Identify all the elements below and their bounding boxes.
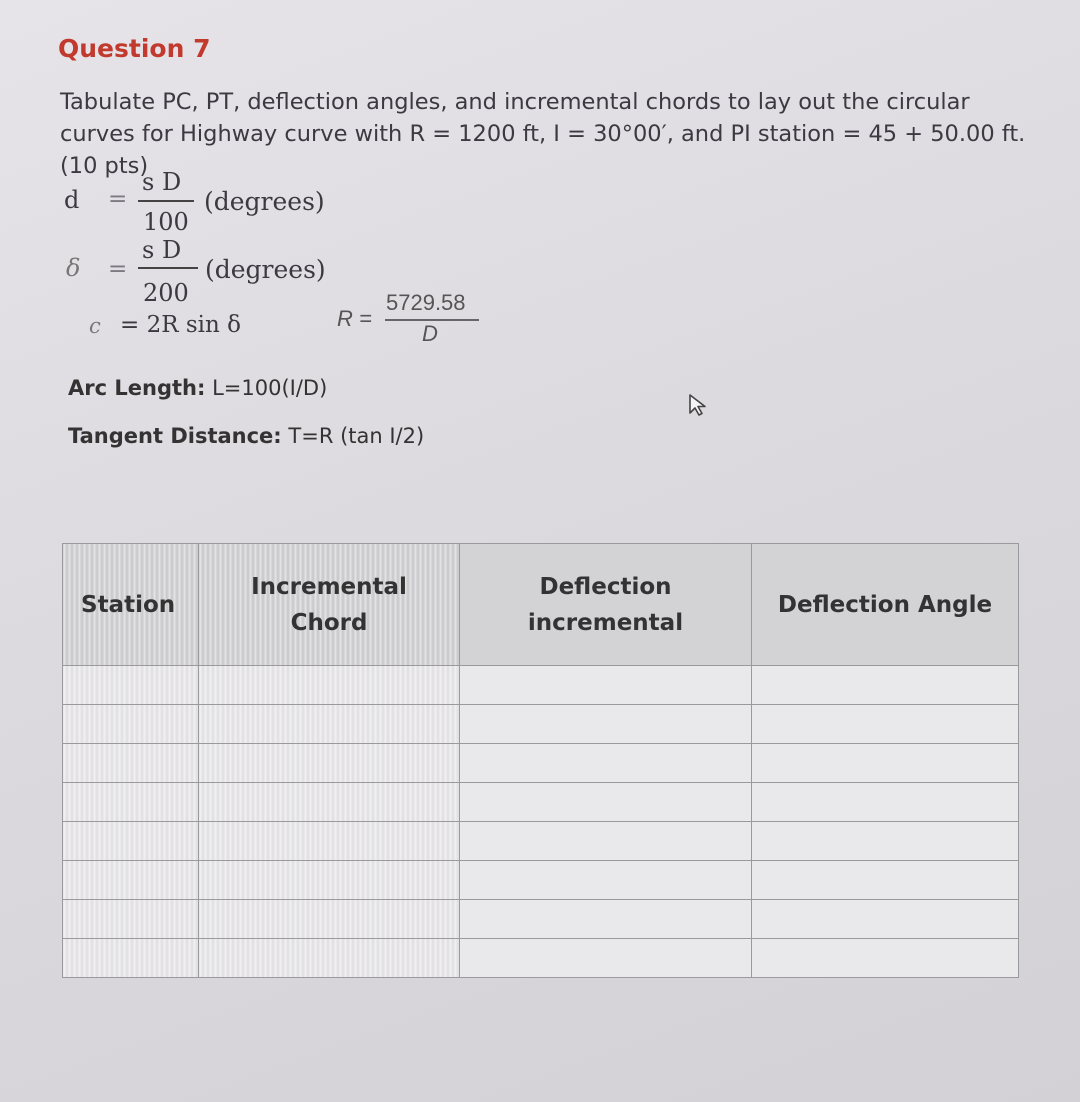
station-cell[interactable] [63, 861, 199, 900]
incremental-chord-cell[interactable] [199, 744, 460, 783]
formula-d-unit: (degrees) [204, 187, 325, 216]
header-deflection-incremental-line1: Deflection [539, 573, 672, 600]
deflection-angle-cell[interactable] [752, 705, 1019, 744]
tangent-distance-line [68, 424, 424, 448]
arc-length-label: Arc Length: [68, 376, 206, 400]
deflection-incremental-cell[interactable] [460, 861, 752, 900]
formula-c-var: c [89, 314, 101, 338]
station-cell[interactable] [63, 666, 199, 705]
deflection-angle-cell[interactable] [752, 744, 1019, 783]
header-incremental-chord-line2: Chord [290, 609, 368, 636]
formula-delta-numerator: s D [142, 236, 182, 264]
formula-delta-fraction-bar [138, 267, 198, 269]
tangent-distance-label: Tangent Distance: [68, 424, 282, 448]
table-header-row [63, 544, 1019, 666]
table-row [63, 900, 1019, 939]
header-deflection-incremental [460, 544, 752, 666]
tangent-distance-formula: T=R (tan I/2) [288, 424, 425, 448]
deflection-incremental-cell[interactable] [460, 783, 752, 822]
table-row [63, 783, 1019, 822]
formula-r-var: R = [337, 306, 372, 331]
station-cell[interactable] [63, 783, 199, 822]
table-row [63, 822, 1019, 861]
formula-d-numerator: s D [142, 168, 182, 196]
table-row [63, 939, 1019, 978]
deflection-angle-cell[interactable] [752, 783, 1019, 822]
table-row [63, 744, 1019, 783]
deflection-incremental-cell[interactable] [460, 822, 752, 861]
incremental-chord-cell[interactable] [199, 783, 460, 822]
question-title: Question 7 [58, 34, 211, 63]
formula-r-numerator: 5729.58 [386, 290, 466, 315]
formula-delta-denominator: 200 [143, 279, 189, 307]
table-row [63, 705, 1019, 744]
deflection-incremental-cell[interactable] [460, 939, 752, 978]
formula-delta-unit: (degrees) [205, 255, 326, 284]
formula-d-var: d [64, 186, 80, 214]
deflection-angle-cell[interactable] [752, 666, 1019, 705]
incremental-chord-cell[interactable] [199, 705, 460, 744]
header-deflection-incremental-line2: incremental [527, 609, 684, 636]
deflection-angle-cell[interactable] [752, 861, 1019, 900]
deflection-angle-cell[interactable] [752, 822, 1019, 861]
formula-d-equals: = [108, 186, 128, 212]
incremental-chord-cell[interactable] [199, 822, 460, 861]
header-incremental-chord [199, 544, 460, 666]
station-cell[interactable] [63, 705, 199, 744]
table-row [63, 861, 1019, 900]
formula-c-expression: = 2R sin δ [120, 312, 241, 338]
station-cell[interactable] [63, 939, 199, 978]
incremental-chord-cell[interactable] [199, 861, 460, 900]
header-deflection-angle: Deflection Angle [752, 544, 1019, 666]
deflection-angle-cell[interactable] [752, 939, 1019, 978]
formula-r-denominator: D [422, 321, 438, 346]
table-row [63, 666, 1019, 705]
station-cell[interactable] [63, 744, 199, 783]
deflection-incremental-cell[interactable] [460, 900, 752, 939]
deflection-incremental-cell[interactable] [460, 705, 752, 744]
arc-length-formula: L=100(I/D) [212, 376, 328, 400]
formula-delta-var: δ [66, 254, 81, 282]
formula-d-fraction-bar [138, 200, 194, 202]
incremental-chord-cell[interactable] [199, 666, 460, 705]
deflection-incremental-cell[interactable] [460, 744, 752, 783]
deflection-angle-cell[interactable] [752, 900, 1019, 939]
formula-d-denominator: 100 [143, 208, 189, 236]
formula-delta-equals: = [108, 256, 128, 282]
question-prompt: Tabulate PC, PT, deflection angles, and incremental chords to lay out the circular curves for Highway curve with R = 1200 ft, I = 30°00′, and PI station = 45 + 50.00 ft. (10 pts) [60, 89, 1026, 179]
deflection-incremental-cell[interactable] [460, 666, 752, 705]
header-incremental-chord-line1: Incremental [251, 573, 407, 600]
station-cell[interactable] [63, 822, 199, 861]
incremental-chord-cell[interactable] [199, 900, 460, 939]
mouse-pointer-icon [688, 393, 710, 417]
incremental-chord-cell[interactable] [199, 939, 460, 978]
header-station: Station [63, 544, 199, 666]
arc-length-line [68, 376, 327, 400]
station-cell[interactable] [63, 900, 199, 939]
layout-table [62, 543, 1019, 978]
